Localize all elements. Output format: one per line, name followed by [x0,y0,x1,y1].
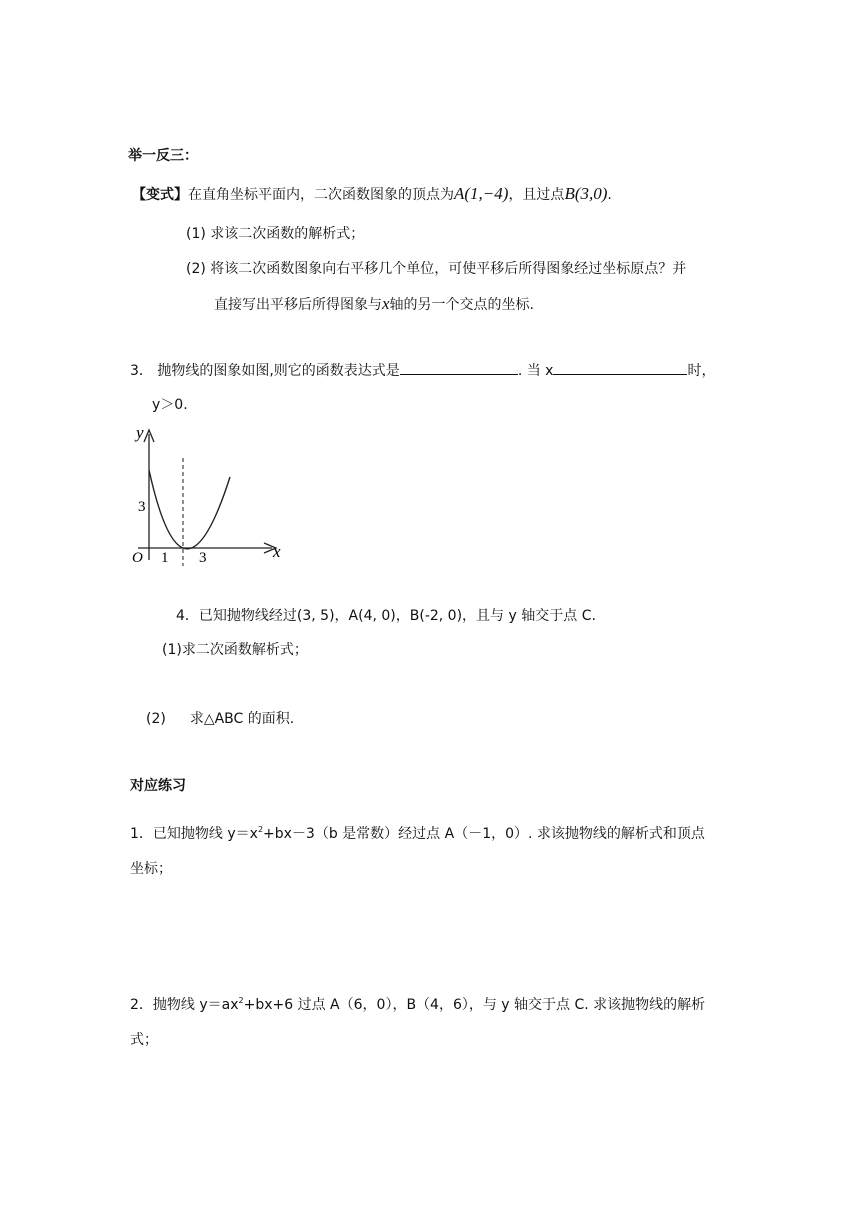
parabola-curve [149,470,230,549]
x-variable: x [382,294,390,313]
exercise-1-text-b: +bx－3（b 是常数）经过点 A（－1，0）. 求该抛物线的解析式和顶点 [263,826,705,842]
variant-q2-text-a: 直接写出平移后所得图象与 [214,297,382,313]
exercise-1-text-a: 1．已知抛物线 y＝x [130,826,258,842]
x-root-2-label: 3 [199,550,207,566]
vertex-point [454,184,508,203]
problem-4-statement: 4．已知抛物线经过(3, 5)，A(4, 0)，B(-2, 0)，且与 y 轴交于点 C. [176,608,596,624]
exercise-1-statement [130,824,705,844]
x-axis-label: x [273,542,281,561]
section-heading-exercises: 对应练习 [130,778,186,794]
variant-question-2-line1: (2) 将该二次函数图象向右平移几个单位，可使平移后所得图象经过坐标原点？并 [186,261,687,277]
variant-question-2-line2 [214,294,534,315]
problem-3-text-c: 时， [687,363,716,379]
problem-4-q2-number: (2) [146,711,166,727]
x-root-1-label: 1 [161,550,169,566]
variant-text-a: 在直角坐标平面内，二次函数图象的顶点为 [188,187,454,203]
variant-tag: 【变式】 [132,187,188,203]
problem-3-text-b: . 当 x [517,363,554,379]
pass-point [564,184,607,203]
variant-statement [132,184,612,205]
problem-4-question-2 [146,709,294,729]
exercise-2-text-a: 2．抛物线 y＝ax [130,997,239,1013]
exercise-2-text-b: +bx+6 过点 A（6，0），B（4，6），与 y 轴交于点 C. 求该抛物线的解析 [243,997,706,1013]
exercise-2-exponent: 2 [238,996,244,1005]
variant-question-1: (1) 求该二次函数的解析式； [186,226,365,242]
problem-4-question-1: (1)求二次函数解析式； [162,642,308,658]
variant-text-c: . [607,187,612,203]
exercise-2-line2: 式； [130,1032,158,1048]
variant-text-b: ，且过点 [508,187,565,203]
pass-point-label: B(3,0) [564,184,608,203]
parabola-graph [126,420,286,570]
problem-4-q2-text: 求△ABC 的面积. [189,711,295,727]
answer-blank-expression[interactable] [400,360,518,375]
exercise-1-exponent: 2 [257,825,264,834]
exercise-2-statement [130,995,705,1015]
problem-3-statement [130,360,715,381]
y-axis-label: y [136,423,144,442]
origin-label: O [132,550,143,566]
problem-3-line2: y＞0. [152,397,188,413]
variant-q2-text-b: 轴的另一个交点的坐标. [389,297,534,313]
y-intercept-label: 3 [138,499,146,515]
section-heading-practice: 举一反三： [128,148,198,164]
problem-3-text-a: 3． 抛物线的图象如图,则它的函数表达式是 [130,363,400,379]
vertex-point-label: A(1,−4) [454,184,509,203]
answer-blank-x-range[interactable] [553,360,687,375]
exercise-1-line2: 坐标； [130,861,172,877]
